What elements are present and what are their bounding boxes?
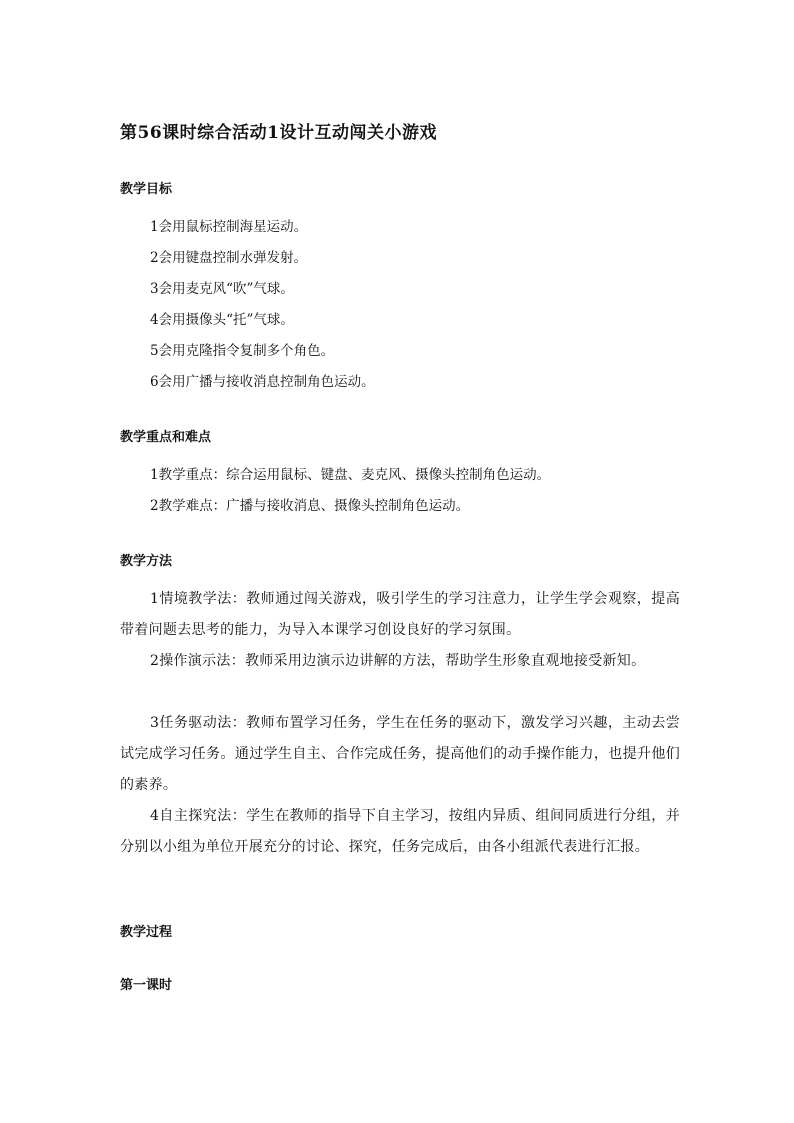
objective-item: 2会用键盘控制水弹发射。 bbox=[150, 250, 308, 266]
objective-item: 6会用广播与接收消息控制角色运动。 bbox=[150, 374, 375, 390]
heading-first-lesson: 第一课时 bbox=[120, 978, 173, 993]
objective-item: 5会用克隆指令复制多个角色。 bbox=[150, 343, 335, 359]
heading-process: 教学过程 bbox=[120, 925, 173, 940]
key-point-item: 1教学重点：综合运用鼠标、键盘、麦克风、摄像头控制角色运动。 bbox=[150, 467, 551, 483]
heading-objectives: 教学目标 bbox=[120, 182, 173, 197]
objective-item: 4会用摄像头“托”气球。 bbox=[150, 312, 294, 328]
method-paragraph: 4自主探究法：学生在教师的指导下自主学习，按组内异质、组间同质进行分组，并分别以小组为单位开展充分的讨论、探究，任务完成后，由各小组派代表进行汇报。 bbox=[120, 808, 680, 855]
method-paragraph: 3任务驱动法：教师布置学习任务，学生在任务的驱动下，激发学习兴趣，主动去尝试完成学习任务。通过学生自主、合作完成任务，提高他们的动手操作能力，也提升他们的素养。 bbox=[120, 715, 680, 793]
heading-key-points: 教学重点和难点 bbox=[120, 430, 212, 445]
document-title: 第56课时综合活动1设计互动闯关小游戏 bbox=[120, 123, 437, 143]
method-paragraph: 2操作演示法：教师采用边演示边讲解的方法，帮助学生形象直观地接受新知。 bbox=[150, 653, 646, 669]
method-paragraph: 1情境教学法：教师通过闯关游戏，吸引学生的学习注意力，让学生学会观察，提高带着问题去思考的能力，为导入本课学习创设良好的学习氛围。 bbox=[120, 591, 680, 638]
objective-item: 3会用麦克风“吹”气球。 bbox=[150, 281, 294, 297]
heading-methods: 教学方法 bbox=[120, 554, 173, 569]
objective-item: 1会用鼠标控制海星运动。 bbox=[150, 219, 308, 235]
key-point-item: 2教学难点：广播与接收消息、摄像头控制角色运动。 bbox=[150, 498, 470, 514]
